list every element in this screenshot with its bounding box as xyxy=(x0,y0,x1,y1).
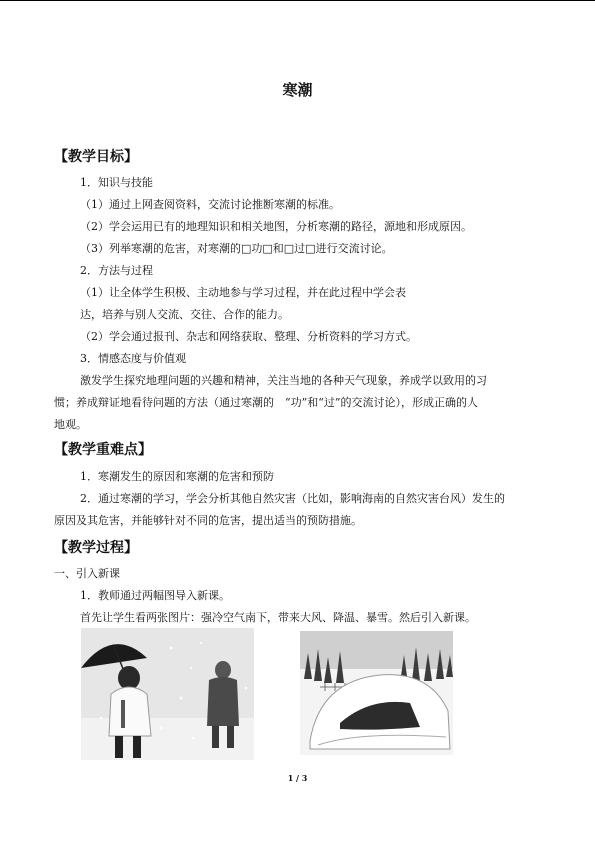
text-line: （1）通过上网查阅资料，交流讨论推断寒潮的标准。 xyxy=(80,198,340,211)
snowstorm-photo xyxy=(81,628,254,760)
text-line: 首先让学生看两张图片：强冷空气南下，带来大风、降温、暴雪。然后引入新课。 xyxy=(80,611,476,624)
section-heading-key-points: 【教学重难点】 xyxy=(54,442,152,458)
text-line: 达，培养与别人交流、交往、合作的能力。 xyxy=(80,308,289,321)
text-line: 1．知识与技能 xyxy=(80,176,153,189)
text-line: 惯；养成辩证地看待问题的方法（通过寒潮的 “功”和“过”的交流讨论），形成正确的人 xyxy=(54,396,478,409)
text-line: （2）学会通过报刊、杂志和网络获取、整理、分析资料的学习方式。 xyxy=(80,330,417,343)
text-line: （3）列举寒潮的危害，对寒潮的□功□和□过□进行交流讨论。 xyxy=(80,242,393,255)
text-line: 激发学生探究地理问题的兴趣和精神，关注当地的各种天气现象，养成学以致用的习 xyxy=(80,374,487,387)
text-line: 3．情感态度与价值观 xyxy=(80,352,186,365)
text-line: （1）让全体学生积极、主动地参与学习过程，并在此过程中学会表 xyxy=(80,286,406,299)
page-title: 寒潮 xyxy=(282,81,313,99)
text-line: 2．方法与过程 xyxy=(80,264,153,277)
text-line: （2）学会运用已有的地理知识和相关地图，分析寒潮的路径，源地和形成原因。 xyxy=(80,220,472,233)
header-rule xyxy=(0,0,595,1)
section-heading-objectives: 【教学目标】 xyxy=(54,149,138,165)
text-line: 2．通过寒潮的学习，学会分析其他自然灾害（比如，影响海南的自然灾害台风）发生的 xyxy=(80,492,505,505)
text-line: 地观。 xyxy=(54,418,87,431)
section-heading-process: 【教学过程】 xyxy=(54,540,138,556)
text-line: 原因及其危害，并能够针对不同的危害，提出适当的预防措施。 xyxy=(54,514,362,527)
text-line: 1．寒潮发生的原因和寒潮的危害和预防 xyxy=(80,470,274,483)
text-line: 一、引入新课 xyxy=(54,567,120,580)
text-line: 1．教师通过两幅图导入新课。 xyxy=(80,589,230,602)
snow-landscape-photo xyxy=(300,631,453,755)
page-number: 1 / 3 xyxy=(287,773,308,783)
